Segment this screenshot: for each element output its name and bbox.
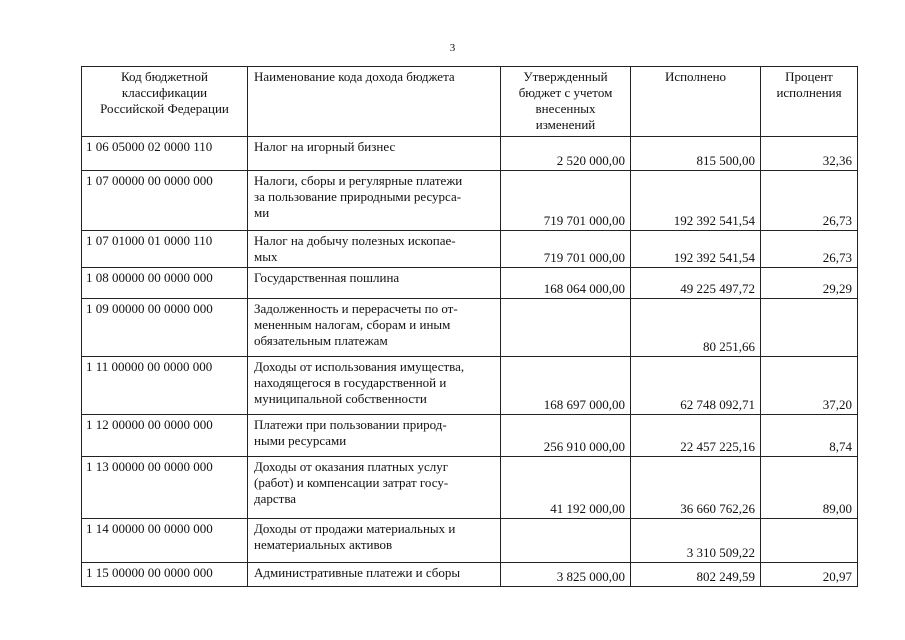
row-code: 1 12 00000 00 0000 000 — [82, 415, 248, 457]
row-executed: 802 249,59 — [631, 563, 761, 587]
row-approved: 168 697 000,00 — [501, 357, 631, 415]
row-percent: 20,97 — [761, 563, 858, 587]
row-name: Доходы от продажи материальных и нематериальных активов — [248, 519, 501, 563]
header-percent: Процент исполнения — [761, 67, 858, 137]
row-code: 1 11 00000 00 0000 000 — [82, 357, 248, 415]
row-name: Платежи при пользовании природ- ными ресурсами — [248, 415, 501, 457]
row-name: Налог на добычу полезных ископае- мых — [248, 231, 501, 268]
table-header-row — [82, 67, 858, 137]
row-name: Налог на игорный бизнес — [248, 137, 501, 171]
row-code: 1 15 00000 00 0000 000 — [82, 563, 248, 587]
row-name: Доходы от использования имущества, находящегося в государственной и муниципальной собственности — [248, 357, 501, 415]
row-code: 1 13 00000 00 0000 000 — [82, 457, 248, 519]
row-percent: 26,73 — [761, 231, 858, 268]
header-approved: Утвержденный бюджет с учетом внесенных изменений — [501, 67, 631, 137]
row-percent — [761, 299, 858, 357]
table-row — [82, 299, 858, 357]
row-code: 1 07 00000 00 0000 000 — [82, 171, 248, 231]
row-executed: 192 392 541,54 — [631, 231, 761, 268]
table-row — [82, 357, 858, 415]
row-approved: 256 910 000,00 — [501, 415, 631, 457]
row-code: 1 07 01000 01 0000 110 — [82, 231, 248, 268]
row-name: Доходы от оказания платных услуг (работ) и компенсации затрат госу- дарства — [248, 457, 501, 519]
header-name: Наименование кода дохода бюджета — [248, 67, 501, 137]
row-name: Государственная пошлина — [248, 268, 501, 299]
row-code: 1 14 00000 00 0000 000 — [82, 519, 248, 563]
row-approved: 2 520 000,00 — [501, 137, 631, 171]
row-approved: 3 825 000,00 — [501, 563, 631, 587]
table-row — [82, 457, 858, 519]
row-percent: 26,73 — [761, 171, 858, 231]
header-code: Код бюджетной классификации Российской Федерации — [82, 67, 248, 137]
row-code: 1 06 05000 02 0000 110 — [82, 137, 248, 171]
row-executed: 80 251,66 — [631, 299, 761, 357]
row-percent: 89,00 — [761, 457, 858, 519]
row-percent — [761, 519, 858, 563]
table-row — [82, 231, 858, 268]
row-percent: 37,20 — [761, 357, 858, 415]
row-executed: 36 660 762,26 — [631, 457, 761, 519]
row-executed: 62 748 092,71 — [631, 357, 761, 415]
page-number: 3 — [449, 42, 456, 54]
row-approved — [501, 519, 631, 563]
row-executed: 3 310 509,22 — [631, 519, 761, 563]
row-percent: 8,74 — [761, 415, 858, 457]
row-name: Налоги, сборы и регулярные платежи за пользование природными ресурса- ми — [248, 171, 501, 231]
table-row — [82, 563, 858, 587]
row-approved: 41 192 000,00 — [501, 457, 631, 519]
row-executed: 192 392 541,54 — [631, 171, 761, 231]
row-name: Задолженность и перерасчеты по от- мененным налогам, сборам и иным обязательным платежам — [248, 299, 501, 357]
budget-revenue-table — [81, 66, 858, 587]
row-executed: 815 500,00 — [631, 137, 761, 171]
row-code: 1 09 00000 00 0000 000 — [82, 299, 248, 357]
row-approved: 719 701 000,00 — [501, 171, 631, 231]
table-row — [82, 519, 858, 563]
header-executed: Исполнено — [631, 67, 761, 137]
row-approved: 168 064 000,00 — [501, 268, 631, 299]
row-percent: 29,29 — [761, 268, 858, 299]
table-row — [82, 415, 858, 457]
table-row — [82, 137, 858, 171]
table-row — [82, 171, 858, 231]
row-approved — [501, 299, 631, 357]
row-approved: 719 701 000,00 — [501, 231, 631, 268]
row-code: 1 08 00000 00 0000 000 — [82, 268, 248, 299]
row-name: Административные платежи и сборы — [248, 563, 501, 587]
row-executed: 22 457 225,16 — [631, 415, 761, 457]
row-executed: 49 225 497,72 — [631, 268, 761, 299]
row-percent: 32,36 — [761, 137, 858, 171]
table-row — [82, 268, 858, 299]
